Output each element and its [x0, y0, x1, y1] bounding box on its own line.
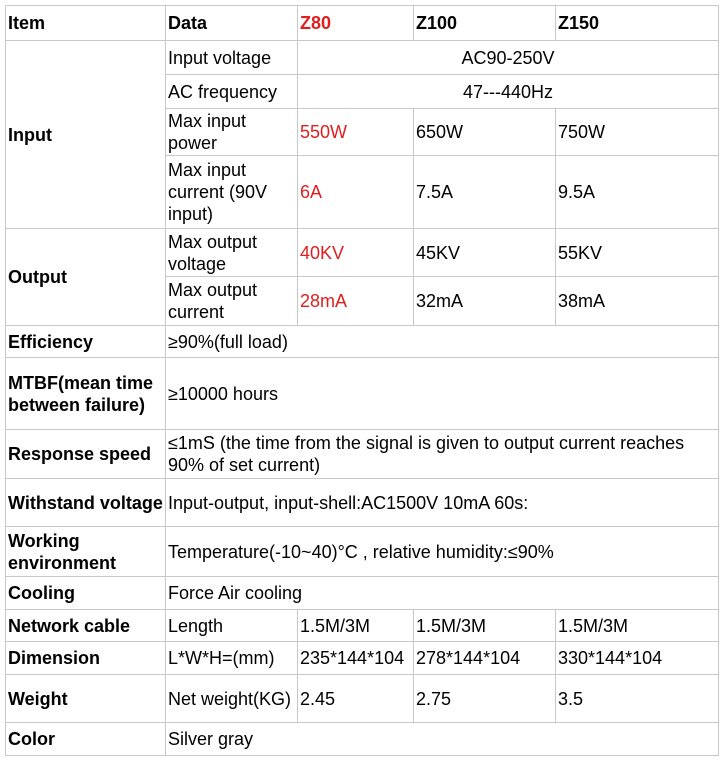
table-row — [6, 527, 719, 577]
header-z80: Z80 — [298, 6, 414, 41]
input-voltage-name: Input voltage — [166, 41, 298, 75]
efficiency-label: Efficiency — [6, 326, 166, 358]
response-speed-label: Response speed — [6, 430, 166, 479]
max-input-power-z100: 650W — [414, 109, 556, 156]
ac-frequency-name: AC frequency — [166, 75, 298, 109]
response-speed-value: ≤1mS (the time from the signal is given to output current reaches 90% of set current) — [166, 430, 719, 479]
output-label: Output — [6, 229, 166, 326]
header-z100: Z100 — [414, 6, 556, 41]
header-data: Data — [166, 6, 298, 41]
header-row — [6, 6, 719, 41]
max-output-current-z150: 38mA — [556, 277, 719, 326]
efficiency-value: ≥90%(full load) — [166, 326, 719, 358]
weight-z150: 3.5 — [556, 675, 719, 723]
ac-frequency-value: 47---440Hz — [298, 75, 719, 109]
table-row — [6, 642, 719, 675]
table-row — [6, 479, 719, 527]
max-input-current-name: Max input current (90V input) — [166, 156, 298, 229]
network-cable-z80: 1.5M/3M — [298, 610, 414, 642]
max-input-current-z150: 9.5A — [556, 156, 719, 229]
table-row — [6, 577, 719, 610]
table-row — [6, 326, 719, 358]
dimension-name: L*W*H=(mm) — [166, 642, 298, 675]
dimension-label: Dimension — [6, 642, 166, 675]
dimension-z100: 278*144*104 — [414, 642, 556, 675]
weight-label: Weight — [6, 675, 166, 723]
max-input-power-z150: 750W — [556, 109, 719, 156]
network-cable-label: Network cable — [6, 610, 166, 642]
max-input-current-z80: 6A — [298, 156, 414, 229]
max-input-power-z80: 550W — [298, 109, 414, 156]
mtbf-label: MTBF(mean time between failure) — [6, 358, 166, 430]
network-cable-name: Length — [166, 610, 298, 642]
withstand-voltage-label: Withstand voltage — [6, 479, 166, 527]
max-output-voltage-name: Max output voltage — [166, 229, 298, 277]
working-environment-label: Working environment — [6, 527, 166, 577]
weight-z100: 2.75 — [414, 675, 556, 723]
withstand-voltage-value: Input-output, input-shell:AC1500V 10mA 60s: — [166, 479, 719, 527]
weight-name: Net weight(KG) — [166, 675, 298, 723]
max-input-current-z100: 7.5A — [414, 156, 556, 229]
max-output-voltage-z150: 55KV — [556, 229, 719, 277]
working-environment-value: Temperature(-10~40)°C , relative humidity:≤90% — [166, 527, 719, 577]
table-row — [6, 358, 719, 430]
header-item: Item — [6, 6, 166, 41]
mtbf-value: ≥10000 hours — [166, 358, 719, 430]
cooling-label: Cooling — [6, 577, 166, 610]
table-row — [6, 229, 719, 277]
table-row — [6, 675, 719, 723]
max-input-power-name: Max input power — [166, 109, 298, 156]
max-output-current-name: Max output current — [166, 277, 298, 326]
color-value: Silver gray — [166, 723, 719, 756]
table-row — [6, 610, 719, 642]
table-row — [6, 41, 719, 75]
input-label: Input — [6, 41, 166, 229]
network-cable-z100: 1.5M/3M — [414, 610, 556, 642]
table-row — [6, 430, 719, 479]
max-output-voltage-z100: 45KV — [414, 229, 556, 277]
network-cable-z150: 1.5M/3M — [556, 610, 719, 642]
table-row — [6, 723, 719, 756]
max-output-current-z80: 28mA — [298, 277, 414, 326]
dimension-z80: 235*144*104 — [298, 642, 414, 675]
dimension-z150: 330*144*104 — [556, 642, 719, 675]
max-output-current-z100: 32mA — [414, 277, 556, 326]
spec-table — [5, 5, 719, 756]
cooling-value: Force Air cooling — [166, 577, 719, 610]
input-voltage-value: AC90-250V — [298, 41, 719, 75]
max-output-voltage-z80: 40KV — [298, 229, 414, 277]
weight-z80: 2.45 — [298, 675, 414, 723]
header-z150: Z150 — [556, 6, 719, 41]
color-label: Color — [6, 723, 166, 756]
